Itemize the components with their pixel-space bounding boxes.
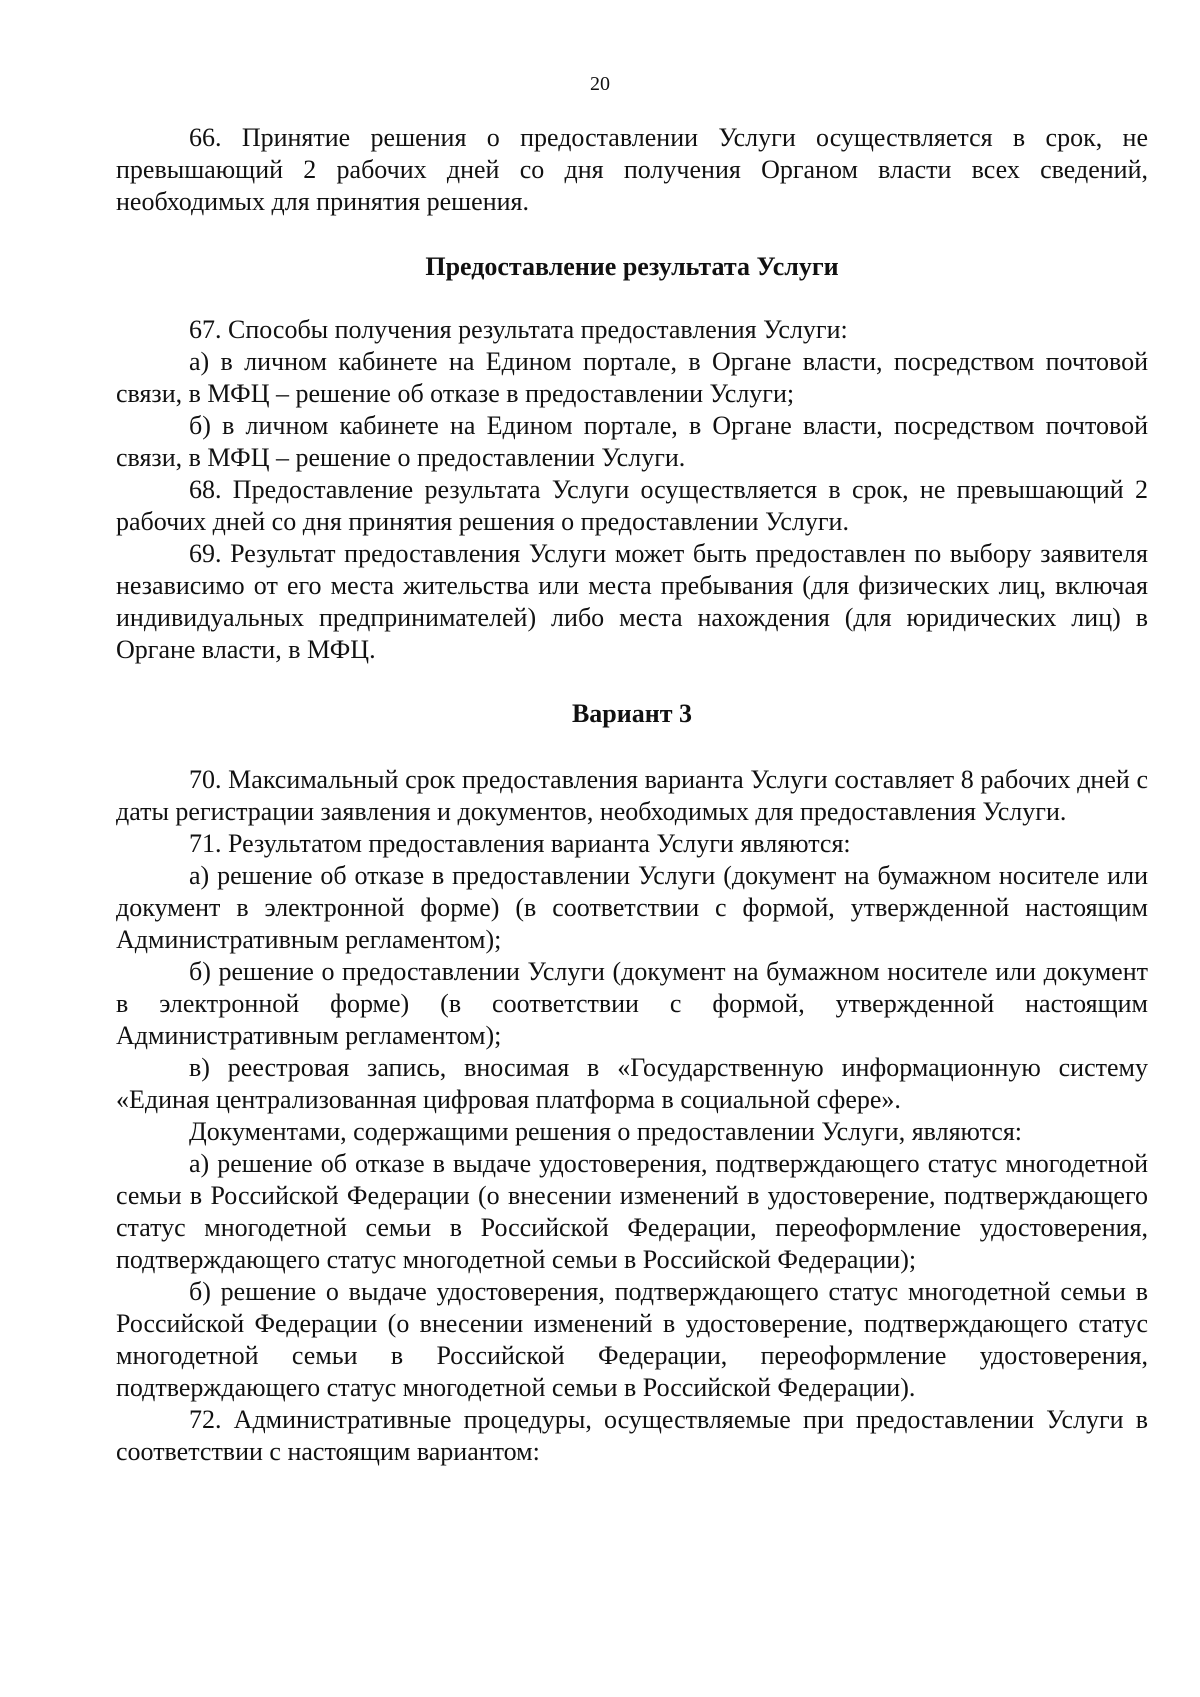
- paragraph-documents-b: б) решение о выдаче удостоверения, подтверждающего статус многодетной семьи в Российской Федерации (о внесении изменений в удостоверение, подтверждающего статус многодетной семьи в Российской Федерации, переоформление удостоверения, подтверждающего статус многодетной семьи в Российской Федерации).: [116, 1277, 1148, 1402]
- document-body: [116, 122, 1148, 1468]
- paragraph-68: 68. Предоставление результата Услуги осуществляется в срок, не превышающий 2 рабочих дней со дня принятия решения о предоставлении Услуги.: [116, 475, 1148, 536]
- paragraph-71: 71. Результатом предоставления варианта Услуги являются:: [189, 829, 851, 858]
- paragraph-71-c: в) реестровая запись, вносимая в «Государственную информационную систему «Единая централизованная цифровая платформа в социальной сфере».: [116, 1053, 1148, 1114]
- spacer: [116, 218, 1148, 251]
- section-heading-result: Предоставление результата Услуги: [425, 252, 839, 281]
- paragraph-67-a: а) в личном кабинете на Едином портале, в Органе власти, посредством почтовой связи, в МФЦ – решение об отказе в предоставлении Услуги;: [116, 347, 1148, 408]
- spacer: [116, 666, 1148, 698]
- paragraph-71-b: б) решение о предоставлении Услуги (документ на бумажном носителе или документ в электронной форме) (в соответствии с формой, утвержденной настоящим Административным регламентом);: [116, 957, 1148, 1050]
- paragraph-66: 66. Принятие решения о предоставлении Услуги осуществляется в срок, не превышающий 2 рабочих дней со дня получения Органом власти всех сведений, необходимых для принятия решения.: [116, 123, 1148, 216]
- spacer: [116, 283, 1148, 314]
- paragraph-documents: Документами, содержащими решения о предоставлении Услуги, являются:: [189, 1117, 1023, 1146]
- page-number: 20: [590, 73, 610, 95]
- paragraph-72: 72. Административные процедуры, осуществляемые при предоставлении Услуги в соответствии с настоящим вариантом:: [116, 1405, 1148, 1466]
- paragraph-69: 69. Результат предоставления Услуги может быть предоставлен по выбору заявителя независимо от его места жительства или места пребывания (для физических лиц, включая индивидуальных предпринимателей) либо места нахождения (для юридических лиц) в Органе власти, в МФЦ.: [116, 539, 1148, 664]
- paragraph-67-b: б) в личном кабинете на Едином портале, в Органе власти, посредством почтовой связи, в МФЦ – решение о предоставлении Услуги.: [116, 411, 1148, 472]
- paragraph-67: 67. Способы получения результата предоставления Услуги:: [189, 315, 848, 344]
- section-heading-variant: Вариант 3: [571, 699, 693, 728]
- paragraph-documents-a: а) решение об отказе в выдаче удостоверения, подтверждающего статус многодетной семьи в Российской Федерации (о внесении изменений в удостоверение, подтверждающего статус многодетной семьи в Российской Федерации, переоформление удостоверения, подтверждающего статус многодетной семьи в Российской Федерации);: [116, 1149, 1148, 1274]
- paragraph-71-a: а) решение об отказе в предоставлении Услуги (документ на бумажном носителе или документ в электронной форме) (в соответствии с формой, утвержденной настоящим Административным регламентом);: [116, 861, 1148, 954]
- spacer: [116, 730, 1148, 764]
- paragraph-70: 70. Максимальный срок предоставления варианта Услуги составляет 8 рабочих дней с даты регистрации заявления и документов, необходимых для предоставления Услуги.: [116, 765, 1148, 826]
